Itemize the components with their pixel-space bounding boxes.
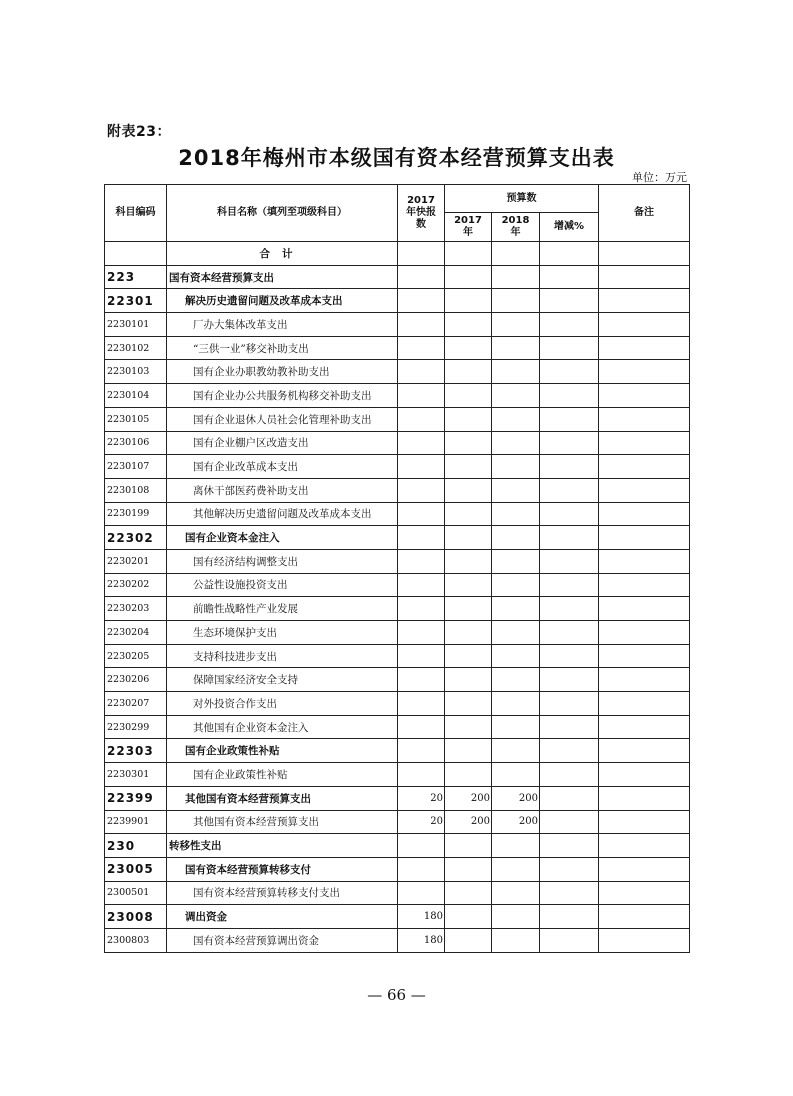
table-row bbox=[105, 739, 690, 763]
table-row bbox=[105, 644, 690, 668]
table-row bbox=[105, 407, 690, 431]
row-change-pct bbox=[540, 526, 599, 550]
row-name: 保障国家经济安全支持 bbox=[167, 668, 398, 692]
table-row bbox=[105, 478, 690, 502]
row-remarks bbox=[599, 478, 690, 502]
row-change-pct bbox=[540, 265, 599, 289]
row-name: 前瞻性战略性产业发展 bbox=[167, 597, 398, 621]
table-row bbox=[105, 928, 690, 952]
table-row bbox=[105, 289, 690, 313]
row-budget-2018 bbox=[492, 526, 540, 550]
row-prelim-2017 bbox=[398, 668, 445, 692]
table-row bbox=[105, 265, 690, 289]
row-prelim-2017 bbox=[398, 881, 445, 905]
row-prelim-2017 bbox=[398, 834, 445, 858]
row-change-pct bbox=[540, 313, 599, 337]
row-budget-2018 bbox=[492, 597, 540, 621]
header-remarks: 备注 bbox=[599, 185, 690, 242]
page-title: 2018年梅州市本级国有资本经营预算支出表 bbox=[178, 146, 615, 170]
row-budget-2017 bbox=[445, 715, 492, 739]
row-change-pct bbox=[540, 644, 599, 668]
header-budget: 预算数 bbox=[445, 185, 599, 213]
header-budget-2017: 2017 年 bbox=[445, 213, 492, 242]
row-budget-2018 bbox=[492, 455, 540, 479]
row-change-pct bbox=[540, 455, 599, 479]
row-budget-2018 bbox=[492, 928, 540, 952]
row-code: 2230205 bbox=[105, 644, 167, 668]
row-name: 厂办大集体改革支出 bbox=[167, 313, 398, 337]
row-name: 国有企业改革成本支出 bbox=[167, 455, 398, 479]
row-change-pct bbox=[540, 834, 599, 858]
row-name: 国有企业退休人员社会化管理补助支出 bbox=[167, 407, 398, 431]
row-change-pct bbox=[540, 242, 599, 266]
row-remarks bbox=[599, 265, 690, 289]
row-remarks bbox=[599, 431, 690, 455]
row-name: 转移性支出 bbox=[167, 834, 398, 858]
row-change-pct bbox=[540, 597, 599, 621]
row-budget-2017: 200 bbox=[445, 810, 492, 834]
table-row bbox=[105, 549, 690, 573]
row-budget-2018 bbox=[492, 431, 540, 455]
row-prelim-2017 bbox=[398, 573, 445, 597]
row-budget-2017 bbox=[445, 289, 492, 313]
row-budget-2017 bbox=[445, 455, 492, 479]
row-remarks bbox=[599, 739, 690, 763]
row-budget-2018 bbox=[492, 573, 540, 597]
row-change-pct bbox=[540, 763, 599, 787]
header-name: 科目名称（填列至项级科目） bbox=[167, 185, 398, 242]
row-code: 223 bbox=[105, 265, 167, 289]
row-prelim-2017 bbox=[398, 692, 445, 716]
row-remarks bbox=[599, 763, 690, 787]
row-budget-2018 bbox=[492, 905, 540, 929]
row-name: “三供一业”移交补助支出 bbox=[167, 336, 398, 360]
row-code: 230 bbox=[105, 834, 167, 858]
row-change-pct bbox=[540, 431, 599, 455]
row-remarks bbox=[599, 289, 690, 313]
row-change-pct bbox=[540, 928, 599, 952]
row-budget-2017 bbox=[445, 360, 492, 384]
row-budget-2017 bbox=[445, 621, 492, 645]
row-name: 对外投资合作支出 bbox=[167, 692, 398, 716]
row-code: 22303 bbox=[105, 739, 167, 763]
row-name: 其他国有资本经营预算支出 bbox=[167, 786, 398, 810]
row-remarks bbox=[599, 644, 690, 668]
row-remarks bbox=[599, 502, 690, 526]
row-remarks bbox=[599, 407, 690, 431]
row-name: 国有资本经营预算调出资金 bbox=[167, 928, 398, 952]
table-row bbox=[105, 455, 690, 479]
row-remarks bbox=[599, 313, 690, 337]
table-row bbox=[105, 597, 690, 621]
table-row bbox=[105, 668, 690, 692]
row-name: 支持科技进步支出 bbox=[167, 644, 398, 668]
row-prelim-2017 bbox=[398, 644, 445, 668]
row-name: 生态环境保护支出 bbox=[167, 621, 398, 645]
row-prelim-2017 bbox=[398, 597, 445, 621]
row-remarks bbox=[599, 384, 690, 408]
row-budget-2018 bbox=[492, 621, 540, 645]
row-budget-2018 bbox=[492, 881, 540, 905]
row-code bbox=[105, 242, 167, 266]
table-row bbox=[105, 905, 690, 929]
header-change-pct: 增减% bbox=[540, 213, 599, 242]
row-prelim-2017 bbox=[398, 265, 445, 289]
row-name: 其他国有企业资本金注入 bbox=[167, 715, 398, 739]
row-code: 23005 bbox=[105, 857, 167, 881]
row-name: 国有资本经营预算转移支付 bbox=[167, 857, 398, 881]
row-code: 2230104 bbox=[105, 384, 167, 408]
row-budget-2017 bbox=[445, 881, 492, 905]
row-change-pct bbox=[540, 692, 599, 716]
row-code: 2230105 bbox=[105, 407, 167, 431]
header-code: 科目编码 bbox=[105, 185, 167, 242]
row-name: 国有资本经营预算转移支付支出 bbox=[167, 881, 398, 905]
row-budget-2017 bbox=[445, 644, 492, 668]
row-remarks bbox=[599, 928, 690, 952]
row-budget-2018 bbox=[492, 265, 540, 289]
row-remarks bbox=[599, 786, 690, 810]
row-prelim-2017 bbox=[398, 336, 445, 360]
row-name: 解决历史遗留问题及改革成本支出 bbox=[167, 289, 398, 313]
row-remarks bbox=[599, 905, 690, 929]
row-change-pct bbox=[540, 621, 599, 645]
row-code: 2239901 bbox=[105, 810, 167, 834]
table-row bbox=[105, 692, 690, 716]
row-code: 2300803 bbox=[105, 928, 167, 952]
row-budget-2018 bbox=[492, 336, 540, 360]
unit-label: 单位：万元 bbox=[632, 171, 687, 184]
row-code: 22302 bbox=[105, 526, 167, 550]
row-budget-2018 bbox=[492, 644, 540, 668]
row-name: 合计 bbox=[167, 242, 398, 266]
row-remarks bbox=[599, 715, 690, 739]
table-row bbox=[105, 715, 690, 739]
row-prelim-2017: 20 bbox=[398, 810, 445, 834]
row-name: 调出资金 bbox=[167, 905, 398, 929]
row-remarks bbox=[599, 692, 690, 716]
row-code: 23008 bbox=[105, 905, 167, 929]
row-prelim-2017 bbox=[398, 455, 445, 479]
row-prelim-2017 bbox=[398, 715, 445, 739]
row-change-pct bbox=[540, 502, 599, 526]
row-change-pct bbox=[540, 289, 599, 313]
row-budget-2018: 200 bbox=[492, 810, 540, 834]
row-prelim-2017 bbox=[398, 360, 445, 384]
row-budget-2017 bbox=[445, 668, 492, 692]
row-budget-2018 bbox=[492, 763, 540, 787]
row-change-pct bbox=[540, 857, 599, 881]
row-name: 国有经济结构调整支出 bbox=[167, 549, 398, 573]
row-change-pct bbox=[540, 739, 599, 763]
row-remarks bbox=[599, 549, 690, 573]
row-prelim-2017 bbox=[398, 739, 445, 763]
row-change-pct bbox=[540, 478, 599, 502]
table-row bbox=[105, 621, 690, 645]
table-row bbox=[105, 881, 690, 905]
row-code: 2230299 bbox=[105, 715, 167, 739]
row-remarks bbox=[599, 857, 690, 881]
row-remarks bbox=[599, 360, 690, 384]
row-budget-2018 bbox=[492, 692, 540, 716]
table-row bbox=[105, 502, 690, 526]
table-row bbox=[105, 384, 690, 408]
row-budget-2018 bbox=[492, 478, 540, 502]
row-code: 22399 bbox=[105, 786, 167, 810]
row-change-pct bbox=[540, 384, 599, 408]
row-prelim-2017 bbox=[398, 384, 445, 408]
row-budget-2017 bbox=[445, 549, 492, 573]
row-prelim-2017 bbox=[398, 857, 445, 881]
row-remarks bbox=[599, 597, 690, 621]
row-remarks bbox=[599, 242, 690, 266]
table-row bbox=[105, 857, 690, 881]
row-remarks bbox=[599, 810, 690, 834]
row-prelim-2017 bbox=[398, 289, 445, 313]
row-code: 2230203 bbox=[105, 597, 167, 621]
row-budget-2017 bbox=[445, 336, 492, 360]
row-budget-2018 bbox=[492, 289, 540, 313]
row-prelim-2017 bbox=[398, 431, 445, 455]
row-code: 2230204 bbox=[105, 621, 167, 645]
row-budget-2018 bbox=[492, 668, 540, 692]
row-change-pct bbox=[540, 810, 599, 834]
row-code: 2230201 bbox=[105, 549, 167, 573]
row-change-pct bbox=[540, 786, 599, 810]
row-budget-2018 bbox=[492, 502, 540, 526]
row-budget-2017: 200 bbox=[445, 786, 492, 810]
row-prelim-2017: 180 bbox=[398, 928, 445, 952]
row-prelim-2017 bbox=[398, 763, 445, 787]
row-change-pct bbox=[540, 668, 599, 692]
row-prelim-2017 bbox=[398, 407, 445, 431]
row-prelim-2017: 180 bbox=[398, 905, 445, 929]
row-budget-2017 bbox=[445, 739, 492, 763]
row-name: 国有资本经营预算支出 bbox=[167, 265, 398, 289]
row-code: 22301 bbox=[105, 289, 167, 313]
row-name: 公益性设施投资支出 bbox=[167, 573, 398, 597]
row-change-pct bbox=[540, 715, 599, 739]
row-budget-2017 bbox=[445, 692, 492, 716]
row-name: 国有企业办公共服务机构移交补助支出 bbox=[167, 384, 398, 408]
row-budget-2017 bbox=[445, 526, 492, 550]
row-code: 2230301 bbox=[105, 763, 167, 787]
row-code: 2230106 bbox=[105, 431, 167, 455]
table-row bbox=[105, 336, 690, 360]
row-name: 国有企业资本金注入 bbox=[167, 526, 398, 550]
row-budget-2017 bbox=[445, 407, 492, 431]
row-change-pct bbox=[540, 407, 599, 431]
row-budget-2017 bbox=[445, 242, 492, 266]
table-row bbox=[105, 573, 690, 597]
row-remarks bbox=[599, 668, 690, 692]
row-budget-2017 bbox=[445, 763, 492, 787]
row-change-pct bbox=[540, 336, 599, 360]
row-budget-2017 bbox=[445, 834, 492, 858]
row-prelim-2017 bbox=[398, 242, 445, 266]
row-budget-2017 bbox=[445, 857, 492, 881]
row-remarks bbox=[599, 526, 690, 550]
row-budget-2018 bbox=[492, 834, 540, 858]
row-name: 离休干部医药费补助支出 bbox=[167, 478, 398, 502]
row-code: 2230202 bbox=[105, 573, 167, 597]
row-budget-2018 bbox=[492, 242, 540, 266]
row-prelim-2017 bbox=[398, 478, 445, 502]
row-name: 其他解决历史遗留问题及改革成本支出 bbox=[167, 502, 398, 526]
table-row bbox=[105, 526, 690, 550]
row-change-pct bbox=[540, 881, 599, 905]
row-prelim-2017: 20 bbox=[398, 786, 445, 810]
row-budget-2017 bbox=[445, 431, 492, 455]
header-prelim-2017: 2017 年快报 数 bbox=[398, 185, 445, 242]
row-code: 2230101 bbox=[105, 313, 167, 337]
row-budget-2018 bbox=[492, 407, 540, 431]
row-name: 其他国有资本经营预算支出 bbox=[167, 810, 398, 834]
row-budget-2017 bbox=[445, 313, 492, 337]
row-budget-2017 bbox=[445, 478, 492, 502]
row-change-pct bbox=[540, 905, 599, 929]
row-budget-2018 bbox=[492, 549, 540, 573]
table-row bbox=[105, 810, 690, 834]
row-prelim-2017 bbox=[398, 313, 445, 337]
budget-table bbox=[104, 184, 690, 953]
row-name: 国有企业政策性补贴 bbox=[167, 763, 398, 787]
table-row bbox=[105, 763, 690, 787]
row-budget-2017 bbox=[445, 597, 492, 621]
row-remarks bbox=[599, 455, 690, 479]
row-budget-2018 bbox=[492, 857, 540, 881]
row-change-pct bbox=[540, 549, 599, 573]
row-prelim-2017 bbox=[398, 549, 445, 573]
table-row bbox=[105, 360, 690, 384]
row-remarks bbox=[599, 834, 690, 858]
row-change-pct bbox=[540, 573, 599, 597]
row-budget-2017 bbox=[445, 265, 492, 289]
row-remarks bbox=[599, 621, 690, 645]
row-remarks bbox=[599, 573, 690, 597]
row-prelim-2017 bbox=[398, 621, 445, 645]
row-budget-2018 bbox=[492, 384, 540, 408]
row-code: 2230107 bbox=[105, 455, 167, 479]
row-name: 国有企业办职教幼教补助支出 bbox=[167, 360, 398, 384]
row-code: 2230207 bbox=[105, 692, 167, 716]
row-name: 国有企业政策性补贴 bbox=[167, 739, 398, 763]
row-code: 2230102 bbox=[105, 336, 167, 360]
row-code: 2230199 bbox=[105, 502, 167, 526]
row-budget-2018 bbox=[492, 715, 540, 739]
row-budget-2017 bbox=[445, 928, 492, 952]
table-row bbox=[105, 313, 690, 337]
row-budget-2018 bbox=[492, 739, 540, 763]
row-prelim-2017 bbox=[398, 502, 445, 526]
table-row bbox=[105, 786, 690, 810]
row-budget-2018: 200 bbox=[492, 786, 540, 810]
row-code: 2300501 bbox=[105, 881, 167, 905]
row-name: 国有企业棚户区改造支出 bbox=[167, 431, 398, 455]
row-remarks bbox=[599, 336, 690, 360]
row-code: 2230108 bbox=[105, 478, 167, 502]
row-budget-2018 bbox=[492, 313, 540, 337]
row-budget-2017 bbox=[445, 905, 492, 929]
row-remarks bbox=[599, 881, 690, 905]
table-row bbox=[105, 242, 690, 266]
row-budget-2017 bbox=[445, 384, 492, 408]
row-budget-2017 bbox=[445, 502, 492, 526]
appendix-label: 附表23： bbox=[107, 124, 171, 140]
row-budget-2018 bbox=[492, 360, 540, 384]
row-code: 2230103 bbox=[105, 360, 167, 384]
header-budget-2018: 2018 年 bbox=[492, 213, 540, 242]
row-change-pct bbox=[540, 360, 599, 384]
table-row bbox=[105, 834, 690, 858]
row-budget-2017 bbox=[445, 573, 492, 597]
page-number: — 66 — bbox=[367, 986, 426, 1004]
row-code: 2230206 bbox=[105, 668, 167, 692]
row-prelim-2017 bbox=[398, 526, 445, 550]
table-row bbox=[105, 431, 690, 455]
